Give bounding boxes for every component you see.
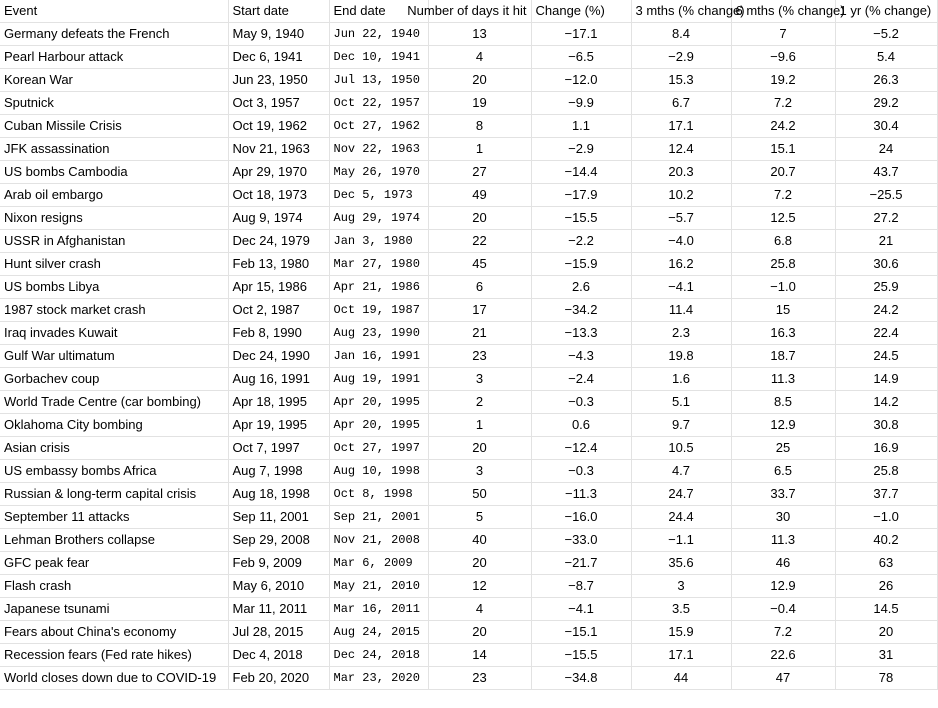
cell-end-date[interactable]: Dec 24, 2018 — [329, 644, 428, 667]
cell-three-month[interactable]: 3.5 — [631, 598, 731, 621]
cell-change[interactable]: −33.0 — [531, 529, 631, 552]
cell-three-month[interactable]: 3 — [631, 575, 731, 598]
cell-days[interactable]: 20 — [428, 552, 531, 575]
cell-one-year[interactable]: 22.4 — [835, 322, 937, 345]
header-cell-one-year[interactable]: 1 yr (% change) — [835, 0, 937, 23]
cell-event[interactable]: US bombs Libya — [0, 276, 228, 299]
table-row — [0, 23, 937, 46]
header-row — [0, 0, 937, 23]
cell-three-month[interactable]: 11.4 — [631, 299, 731, 322]
cell-one-year[interactable]: 37.7 — [835, 483, 937, 506]
cell-three-month[interactable]: 24.7 — [631, 483, 731, 506]
cell-end-date[interactable]: Mar 6, 2009 — [329, 552, 428, 575]
cell-six-month[interactable]: 18.7 — [731, 345, 835, 368]
cell-start-date[interactable]: Jul 28, 2015 — [228, 621, 329, 644]
cell-six-month[interactable]: 25.8 — [731, 253, 835, 276]
cell-days[interactable]: 20 — [428, 437, 531, 460]
cell-change[interactable]: 2.6 — [531, 276, 631, 299]
cell-days[interactable]: 4 — [428, 598, 531, 621]
table-row — [0, 437, 937, 460]
cell-one-year[interactable]: −1.0 — [835, 506, 937, 529]
cell-event[interactable]: Hunt silver crash — [0, 253, 228, 276]
cell-days[interactable]: 14 — [428, 644, 531, 667]
table-row — [0, 598, 937, 621]
table-row — [0, 552, 937, 575]
cell-start-date[interactable]: Aug 7, 1998 — [228, 460, 329, 483]
cell-days[interactable]: 5 — [428, 506, 531, 529]
table-row — [0, 230, 937, 253]
cell-six-month[interactable]: 12.9 — [731, 414, 835, 437]
cell-event[interactable]: World Trade Centre (car bombing) — [0, 391, 228, 414]
cell-change[interactable]: −15.5 — [531, 207, 631, 230]
cell-end-date[interactable]: May 26, 1970 — [329, 161, 428, 184]
cell-event[interactable]: Germany defeats the French — [0, 23, 228, 46]
cell-start-date[interactable]: Apr 29, 1970 — [228, 161, 329, 184]
cell-end-date[interactable]: Oct 22, 1957 — [329, 92, 428, 115]
cell-days[interactable]: 23 — [428, 667, 531, 690]
cell-one-year[interactable]: 40.2 — [835, 529, 937, 552]
cell-three-month[interactable]: 2.3 — [631, 322, 731, 345]
cell-one-year[interactable]: 26 — [835, 575, 937, 598]
cell-days[interactable]: 40 — [428, 529, 531, 552]
cell-days[interactable]: 8 — [428, 115, 531, 138]
cell-change[interactable]: −2.2 — [531, 230, 631, 253]
cell-change[interactable]: −2.4 — [531, 368, 631, 391]
cell-three-month[interactable]: −1.1 — [631, 529, 731, 552]
cell-event[interactable]: Recession fears (Fed rate hikes) — [0, 644, 228, 667]
table-row — [0, 391, 937, 414]
cell-three-month[interactable]: 15.3 — [631, 69, 731, 92]
header-cell-event[interactable]: Event — [0, 0, 228, 23]
cell-event[interactable]: Japanese tsunami — [0, 598, 228, 621]
cell-days[interactable]: 21 — [428, 322, 531, 345]
cell-event[interactable]: Gorbachev coup — [0, 368, 228, 391]
cell-change[interactable]: −15.5 — [531, 644, 631, 667]
cell-event[interactable]: Pearl Harbour attack — [0, 46, 228, 69]
cell-three-month[interactable]: 9.7 — [631, 414, 731, 437]
table-row — [0, 207, 937, 230]
cell-six-month[interactable]: 6.8 — [731, 230, 835, 253]
cell-event[interactable]: 1987 stock market crash — [0, 299, 228, 322]
cell-change[interactable]: 0.6 — [531, 414, 631, 437]
cell-start-date[interactable]: Dec 4, 2018 — [228, 644, 329, 667]
cell-one-year[interactable]: 21 — [835, 230, 937, 253]
cell-change[interactable]: −34.8 — [531, 667, 631, 690]
cell-end-date[interactable]: Aug 23, 1990 — [329, 322, 428, 345]
cell-six-month[interactable]: 25 — [731, 437, 835, 460]
cell-six-month[interactable]: 20.7 — [731, 161, 835, 184]
cell-end-date[interactable]: Apr 20, 1995 — [329, 414, 428, 437]
cell-start-date[interactable]: Sep 29, 2008 — [228, 529, 329, 552]
table-row — [0, 69, 937, 92]
cell-one-year[interactable]: 16.9 — [835, 437, 937, 460]
cell-days[interactable]: 2 — [428, 391, 531, 414]
cell-change[interactable]: −4.1 — [531, 598, 631, 621]
table-row — [0, 667, 937, 690]
cell-days[interactable]: 3 — [428, 368, 531, 391]
cell-one-year[interactable]: −5.2 — [835, 23, 937, 46]
cell-change[interactable]: −2.9 — [531, 138, 631, 161]
cell-end-date[interactable]: Jan 3, 1980 — [329, 230, 428, 253]
cell-end-date[interactable]: Oct 19, 1987 — [329, 299, 428, 322]
cell-change[interactable]: −15.1 — [531, 621, 631, 644]
cell-six-month[interactable]: 19.2 — [731, 69, 835, 92]
cell-one-year[interactable]: 24.5 — [835, 345, 937, 368]
cell-days[interactable]: 20 — [428, 621, 531, 644]
cell-six-month[interactable]: 16.3 — [731, 322, 835, 345]
cell-three-month[interactable]: 20.3 — [631, 161, 731, 184]
cell-event[interactable]: Nixon resigns — [0, 207, 228, 230]
table-row — [0, 138, 937, 161]
cell-start-date[interactable]: Oct 3, 1957 — [228, 92, 329, 115]
cell-end-date[interactable]: Apr 20, 1995 — [329, 391, 428, 414]
cell-event[interactable]: Russian & long-term capital crisis — [0, 483, 228, 506]
cell-end-date[interactable]: May 21, 2010 — [329, 575, 428, 598]
cell-one-year[interactable]: 24.2 — [835, 299, 937, 322]
cell-one-year[interactable]: 43.7 — [835, 161, 937, 184]
table-row — [0, 345, 937, 368]
cell-days[interactable]: 13 — [428, 23, 531, 46]
table-row — [0, 460, 937, 483]
cell-one-year[interactable]: 30.8 — [835, 414, 937, 437]
cell-three-month[interactable]: 6.7 — [631, 92, 731, 115]
cell-event[interactable]: Cuban Missile Crisis — [0, 115, 228, 138]
cell-start-date[interactable]: Oct 7, 1997 — [228, 437, 329, 460]
cell-start-date[interactable]: Dec 24, 1979 — [228, 230, 329, 253]
cell-event[interactable]: GFC peak fear — [0, 552, 228, 575]
cell-one-year[interactable]: 30.4 — [835, 115, 937, 138]
cell-three-month[interactable]: 19.8 — [631, 345, 731, 368]
cell-six-month[interactable]: 47 — [731, 667, 835, 690]
cell-six-month[interactable]: 7.2 — [731, 621, 835, 644]
table-row — [0, 529, 937, 552]
cell-days[interactable]: 19 — [428, 92, 531, 115]
cell-end-date[interactable]: Nov 22, 1963 — [329, 138, 428, 161]
cell-days[interactable]: 1 — [428, 414, 531, 437]
cell-start-date[interactable]: Nov 21, 1963 — [228, 138, 329, 161]
cell-one-year[interactable]: 63 — [835, 552, 937, 575]
cell-six-month[interactable]: 8.5 — [731, 391, 835, 414]
cell-six-month[interactable]: 11.3 — [731, 368, 835, 391]
cell-event[interactable]: September 11 attacks — [0, 506, 228, 529]
cell-start-date[interactable]: Dec 24, 1990 — [228, 345, 329, 368]
cell-end-date[interactable]: Sep 21, 2001 — [329, 506, 428, 529]
cell-start-date[interactable]: Sep 11, 2001 — [228, 506, 329, 529]
cell-start-date[interactable]: Aug 18, 1998 — [228, 483, 329, 506]
cell-start-date[interactable]: May 6, 2010 — [228, 575, 329, 598]
cell-event[interactable]: Iraq invades Kuwait — [0, 322, 228, 345]
cell-three-month[interactable]: 16.2 — [631, 253, 731, 276]
cell-three-month[interactable]: 10.2 — [631, 184, 731, 207]
table-row — [0, 322, 937, 345]
cell-change[interactable]: −21.7 — [531, 552, 631, 575]
header-cell-three-month[interactable]: 3 mths (% change) — [631, 0, 731, 23]
table-row — [0, 414, 937, 437]
cell-start-date[interactable]: Feb 13, 1980 — [228, 253, 329, 276]
cell-six-month[interactable]: −1.0 — [731, 276, 835, 299]
cell-change[interactable]: −0.3 — [531, 391, 631, 414]
cell-end-date[interactable]: Mar 27, 1980 — [329, 253, 428, 276]
cell-three-month[interactable]: 12.4 — [631, 138, 731, 161]
cell-end-date[interactable]: Apr 21, 1986 — [329, 276, 428, 299]
cell-end-date[interactable]: Aug 19, 1991 — [329, 368, 428, 391]
table-row — [0, 506, 937, 529]
cell-three-month[interactable]: 17.1 — [631, 115, 731, 138]
cell-one-year[interactable]: 14.9 — [835, 368, 937, 391]
cell-one-year[interactable]: 20 — [835, 621, 937, 644]
cell-change[interactable]: −13.3 — [531, 322, 631, 345]
cell-start-date[interactable]: Oct 2, 1987 — [228, 299, 329, 322]
cell-six-month[interactable]: 24.2 — [731, 115, 835, 138]
cell-three-month[interactable]: 10.5 — [631, 437, 731, 460]
cell-days[interactable]: 1 — [428, 138, 531, 161]
cell-three-month[interactable]: 17.1 — [631, 644, 731, 667]
cell-one-year[interactable]: 5.4 — [835, 46, 937, 69]
cell-one-year[interactable]: 31 — [835, 644, 937, 667]
cell-start-date[interactable]: Aug 9, 1974 — [228, 207, 329, 230]
cell-event[interactable]: Fears about China's economy — [0, 621, 228, 644]
cell-change[interactable]: −6.5 — [531, 46, 631, 69]
cell-days[interactable]: 20 — [428, 207, 531, 230]
cell-start-date[interactable]: Apr 15, 1986 — [228, 276, 329, 299]
cell-end-date[interactable]: Dec 5, 1973 — [329, 184, 428, 207]
cell-three-month[interactable]: 8.4 — [631, 23, 731, 46]
cell-change[interactable]: −17.1 — [531, 23, 631, 46]
cell-event[interactable]: Korean War — [0, 69, 228, 92]
table-row — [0, 621, 937, 644]
cell-change[interactable]: −15.9 — [531, 253, 631, 276]
table-row — [0, 483, 937, 506]
cell-end-date[interactable]: Oct 8, 1998 — [329, 483, 428, 506]
cell-start-date[interactable]: Apr 19, 1995 — [228, 414, 329, 437]
cell-days[interactable]: 3 — [428, 460, 531, 483]
cell-start-date[interactable]: Oct 18, 1973 — [228, 184, 329, 207]
cell-one-year[interactable]: 78 — [835, 667, 937, 690]
cell-three-month[interactable]: −4.0 — [631, 230, 731, 253]
cell-event[interactable]: Oklahoma City bombing — [0, 414, 228, 437]
cell-end-date[interactable]: Dec 10, 1941 — [329, 46, 428, 69]
cell-start-date[interactable]: Feb 8, 1990 — [228, 322, 329, 345]
header-cell-change[interactable]: Change (%) — [531, 0, 631, 23]
cell-three-month[interactable]: 4.7 — [631, 460, 731, 483]
cell-end-date[interactable]: Oct 27, 1997 — [329, 437, 428, 460]
cell-start-date[interactable]: Feb 20, 2020 — [228, 667, 329, 690]
cell-change[interactable]: 1.1 — [531, 115, 631, 138]
table-row — [0, 276, 937, 299]
cell-days[interactable]: 23 — [428, 345, 531, 368]
cell-event[interactable]: JFK assassination — [0, 138, 228, 161]
table-row — [0, 92, 937, 115]
cell-one-year[interactable]: 14.2 — [835, 391, 937, 414]
cell-start-date[interactable]: May 9, 1940 — [228, 23, 329, 46]
cell-days[interactable]: 45 — [428, 253, 531, 276]
cell-six-month[interactable]: −9.6 — [731, 46, 835, 69]
cell-start-date[interactable]: Dec 6, 1941 — [228, 46, 329, 69]
cell-three-month[interactable]: −5.7 — [631, 207, 731, 230]
cell-days[interactable]: 6 — [428, 276, 531, 299]
cell-event[interactable]: Lehman Brothers collapse — [0, 529, 228, 552]
cell-days[interactable]: 27 — [428, 161, 531, 184]
cell-one-year[interactable]: 25.8 — [835, 460, 937, 483]
cell-change[interactable]: −17.9 — [531, 184, 631, 207]
cell-three-month[interactable]: −4.1 — [631, 276, 731, 299]
cell-event[interactable]: US bombs Cambodia — [0, 161, 228, 184]
cell-event[interactable]: Flash crash — [0, 575, 228, 598]
cell-change[interactable]: −11.3 — [531, 483, 631, 506]
cell-one-year[interactable]: 25.9 — [835, 276, 937, 299]
cell-days[interactable]: 12 — [428, 575, 531, 598]
cell-six-month[interactable]: 15.1 — [731, 138, 835, 161]
cell-change[interactable]: −16.0 — [531, 506, 631, 529]
cell-days[interactable]: 50 — [428, 483, 531, 506]
cell-six-month[interactable]: 11.3 — [731, 529, 835, 552]
cell-start-date[interactable]: Mar 11, 2011 — [228, 598, 329, 621]
cell-change[interactable]: −14.4 — [531, 161, 631, 184]
cell-six-month[interactable]: 7.2 — [731, 184, 835, 207]
cell-six-month[interactable]: 46 — [731, 552, 835, 575]
cell-six-month[interactable]: 6.5 — [731, 460, 835, 483]
cell-start-date[interactable]: Apr 18, 1995 — [228, 391, 329, 414]
cell-end-date[interactable]: Jul 13, 1950 — [329, 69, 428, 92]
cell-one-year[interactable]: −25.5 — [835, 184, 937, 207]
header-cell-days[interactable]: Number of days it hit — [428, 0, 531, 23]
cell-three-month[interactable]: 15.9 — [631, 621, 731, 644]
cell-six-month[interactable]: 30 — [731, 506, 835, 529]
cell-three-month[interactable]: 35.6 — [631, 552, 731, 575]
cell-six-month[interactable]: 12.5 — [731, 207, 835, 230]
cell-event[interactable]: World closes down due to COVID-19 — [0, 667, 228, 690]
cell-end-date[interactable]: Mar 16, 2011 — [329, 598, 428, 621]
cell-event[interactable]: USSR in Afghanistan — [0, 230, 228, 253]
cell-end-date[interactable]: Mar 23, 2020 — [329, 667, 428, 690]
cell-end-date[interactable]: Jun 22, 1940 — [329, 23, 428, 46]
cell-end-date[interactable]: Jan 16, 1991 — [329, 345, 428, 368]
cell-six-month[interactable]: 7 — [731, 23, 835, 46]
cell-change[interactable]: −8.7 — [531, 575, 631, 598]
cell-three-month[interactable]: 44 — [631, 667, 731, 690]
cell-change[interactable]: −0.3 — [531, 460, 631, 483]
cell-start-date[interactable]: Jun 23, 1950 — [228, 69, 329, 92]
cell-six-month[interactable]: 33.7 — [731, 483, 835, 506]
cell-end-date[interactable]: Aug 10, 1998 — [329, 460, 428, 483]
cell-event[interactable]: US embassy bombs Africa — [0, 460, 228, 483]
cell-one-year[interactable]: 30.6 — [835, 253, 937, 276]
table-row — [0, 644, 937, 667]
cell-change[interactable]: −4.3 — [531, 345, 631, 368]
cell-one-year[interactable]: 14.5 — [835, 598, 937, 621]
cell-days[interactable]: 20 — [428, 69, 531, 92]
cell-start-date[interactable]: Aug 16, 1991 — [228, 368, 329, 391]
cell-event[interactable]: Arab oil embargo — [0, 184, 228, 207]
cell-event[interactable]: Sputnick — [0, 92, 228, 115]
cell-end-date[interactable]: Nov 21, 2008 — [329, 529, 428, 552]
cell-six-month[interactable]: 7.2 — [731, 92, 835, 115]
cell-days[interactable]: 4 — [428, 46, 531, 69]
header-cell-end-date[interactable]: End date — [329, 0, 428, 23]
header-cell-start-date[interactable]: Start date — [228, 0, 329, 23]
cell-six-month[interactable]: −0.4 — [731, 598, 835, 621]
table-row — [0, 368, 937, 391]
cell-event[interactable]: Gulf War ultimatum — [0, 345, 228, 368]
cell-end-date[interactable]: Aug 29, 1974 — [329, 207, 428, 230]
cell-six-month[interactable]: 12.9 — [731, 575, 835, 598]
cell-event[interactable]: Asian crisis — [0, 437, 228, 460]
cell-change[interactable]: −34.2 — [531, 299, 631, 322]
cell-change[interactable]: −9.9 — [531, 92, 631, 115]
cell-start-date[interactable]: Feb 9, 2009 — [228, 552, 329, 575]
header-cell-six-month[interactable]: 6 mths (% change) — [731, 0, 835, 23]
table-row — [0, 253, 937, 276]
cell-six-month[interactable]: 22.6 — [731, 644, 835, 667]
cell-days[interactable]: 17 — [428, 299, 531, 322]
cell-one-year[interactable]: 27.2 — [835, 207, 937, 230]
table-row — [0, 184, 937, 207]
table-row — [0, 575, 937, 598]
table-row — [0, 299, 937, 322]
cell-days[interactable]: 22 — [428, 230, 531, 253]
cell-one-year[interactable]: 24 — [835, 138, 937, 161]
cell-one-year[interactable]: 26.3 — [835, 69, 937, 92]
cell-three-month[interactable]: 24.4 — [631, 506, 731, 529]
cell-days[interactable]: 49 — [428, 184, 531, 207]
cell-three-month[interactable]: −2.9 — [631, 46, 731, 69]
table-row — [0, 115, 937, 138]
cell-end-date[interactable]: Aug 24, 2015 — [329, 621, 428, 644]
table-row — [0, 161, 937, 184]
cell-change[interactable]: −12.4 — [531, 437, 631, 460]
cell-six-month[interactable]: 15 — [731, 299, 835, 322]
cell-change[interactable]: −12.0 — [531, 69, 631, 92]
cell-end-date[interactable]: Oct 27, 1962 — [329, 115, 428, 138]
cell-three-month[interactable]: 5.1 — [631, 391, 731, 414]
cell-one-year[interactable]: 29.2 — [835, 92, 937, 115]
table-row — [0, 46, 937, 69]
cell-three-month[interactable]: 1.6 — [631, 368, 731, 391]
cell-start-date[interactable]: Oct 19, 1962 — [228, 115, 329, 138]
